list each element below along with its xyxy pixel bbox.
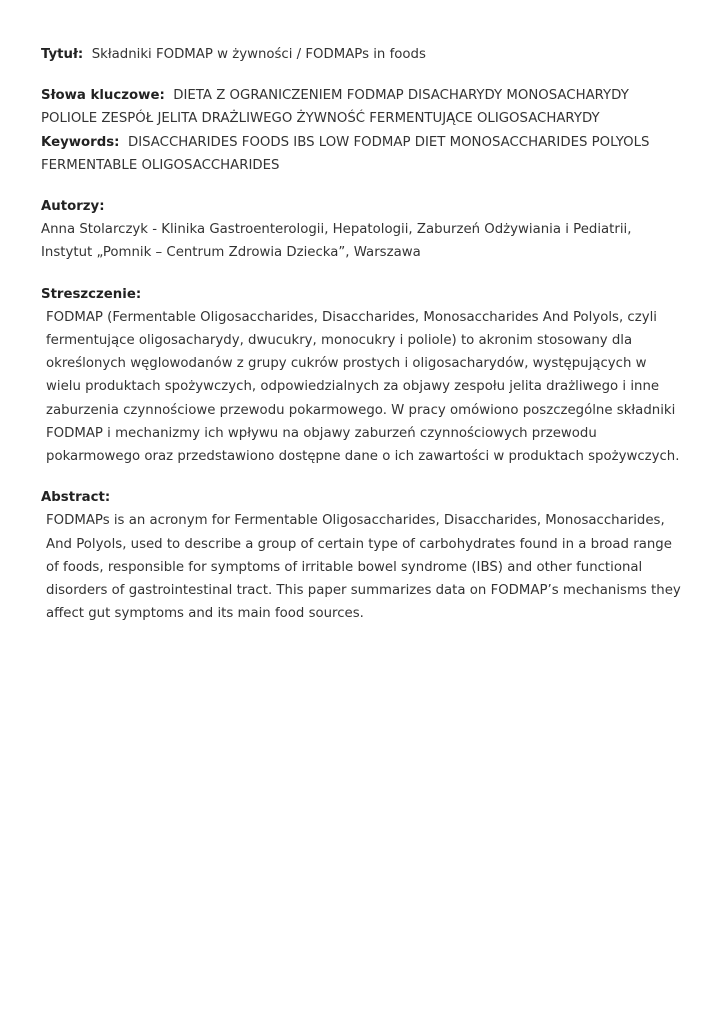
keywords-pl-value: DIETA Z OGRANICZENIEM FODMAP DISACHARYDY MONOSACHARYDY POLIOLE ZESPÓŁ JELITA DRAŻLIWEGO ŻYWNOŚĆ FERMENTUJĄCE OLIGOSACHARYDY [41, 88, 629, 127]
keywords-pl [41, 84, 681, 130]
title-value: Składniki FODMAP w żywności / FODMAPs in foods [91, 47, 426, 62]
abstract-en-text: FODMAPs is an acronym for Fermentable Oligosaccharides, Disaccharides, Monosaccharides, And Polyols, used to describe a group of certain type of carbohydrates found in a broad range of foods, responsible for symptoms of irritable bowel syndrome (IBS) and other functional disorders of gastrointestinal tract. This paper summarizes data on FODMAP’s mechanisms they affect gut symptoms and its main food sources. [46, 513, 681, 622]
title-line [41, 43, 681, 66]
authors-value: Anna Stolarczyk - Klinika Gastroenterologii, Hepatologii, Zaburzeń Odżywiania i Pediatrii, Instytut „Pomnik – Centrum Zdrowia Dziecka”, Warszawa [41, 222, 632, 261]
keywords-en-label: Keywords: [41, 134, 120, 150]
document-page [41, 43, 681, 625]
summary-pl-section [41, 283, 681, 469]
keywords-en [41, 131, 681, 177]
authors-section [41, 195, 681, 265]
title-label: Tytuł: [41, 47, 84, 62]
keywords-en-value: DISACCHARIDES FOODS IBS LOW FODMAP DIET MONOSACCHARIDES POLYOLS FERMENTABLE OLIGOSACCHARIDES [41, 134, 650, 173]
keywords-section [41, 84, 681, 177]
keywords-pl-label: Słowa kluczowe: [41, 88, 165, 104]
summary-pl-heading: Streszczenie: [41, 286, 142, 302]
abstract-en-heading: Abstract: [41, 490, 111, 506]
authors-heading: Autorzy: [41, 199, 105, 215]
abstract-en-section [41, 486, 681, 625]
summary-pl-text: FODMAP (Fermentable Oligosaccharides, Disaccharides, Monosaccharides And Polyols, czyli fermentujące oligosacharydy, dwucukry, monocukry i poliole) to akronim stosowany dla określonych węglowodanów z grupy cukrów prostych i oligosacharydów, występujących w wielu produktach spożywczych, odpowiedzialnych za objawy zespołu jelita drażliwego i inne zaburzenia czynnościowe przewodu pokarmowego. W pracy omówiono poszczególne składniki FODMAP i mechanizmy ich wpływu na objawy zaburzeń czynnościowych przewodu pokarmowego oraz przedstawiono dostępne dane o ich zawartości w produktach spożywczych. [46, 309, 680, 465]
